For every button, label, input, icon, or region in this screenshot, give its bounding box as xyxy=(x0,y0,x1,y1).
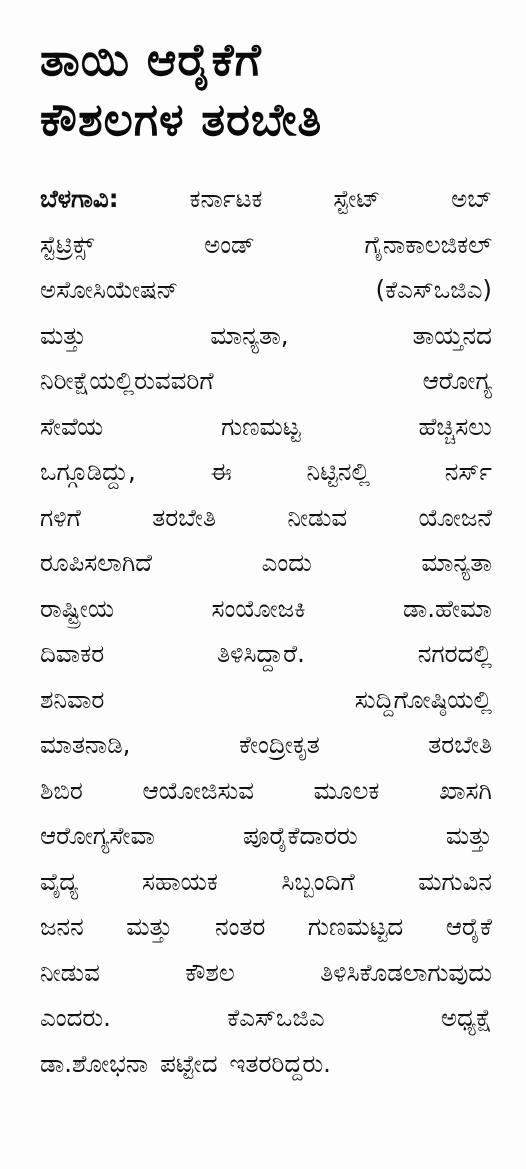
word: ನೀಡುವ xyxy=(40,957,100,987)
word: ಕರ್ನಾಟಕ xyxy=(189,184,263,213)
word: ನಿಟ್ಟಿನಲ್ಲಿ xyxy=(306,457,371,486)
word: ಮತ್ತು xyxy=(445,821,492,850)
body-line xyxy=(40,313,492,359)
word: ಈ xyxy=(210,457,232,486)
body-line xyxy=(40,631,492,677)
word: ಹೆಚ್ಚಿಸಲು xyxy=(418,411,492,441)
headline-line-2: ಕೌಶಲಗಳ ತರಬೇತಿ xyxy=(40,93,323,146)
body-line xyxy=(40,768,492,814)
word: ಮತ್ತು xyxy=(126,912,173,941)
word: ಡಾ.ಶೋಭನಾ xyxy=(40,1048,149,1078)
word: ಕೇಂದ್ರೀಕೃತ xyxy=(238,730,320,759)
word: ಮಾತನಾಡಿ, xyxy=(40,730,131,759)
word: ಆರೋಗ್ಯ xyxy=(422,366,492,395)
body-line xyxy=(40,495,492,541)
word: ಗುಣಮಟ್ಟದ xyxy=(307,912,404,941)
body-line xyxy=(40,267,492,313)
word: ಎಂದರು. xyxy=(40,1003,111,1032)
word: ಸ್ಟೆಟ್ರಿಕ್ಸ್ xyxy=(40,229,95,259)
word: ಡಾ.ಹೇಮಾ xyxy=(402,593,492,623)
word: ಸಿಬ್ಬಂದಿಗೆ xyxy=(281,866,355,896)
word: ಖಾಸಗಿ xyxy=(439,775,492,805)
word: ಮಾನ್ಯತಾ xyxy=(421,548,492,577)
word: ಸೇವೆಯ xyxy=(40,411,104,441)
word: ತಿಳಿಸಿದ್ದಾರೆ. xyxy=(217,639,305,668)
word: ಆರೈಕೆ xyxy=(445,912,492,941)
body-line xyxy=(40,904,492,950)
word: ಆಯೋಜಿಸುವ xyxy=(142,775,254,805)
body-line xyxy=(40,859,492,905)
dateline: ಬೆಳಗಾವಿ: xyxy=(40,184,119,213)
body-line xyxy=(40,449,492,495)
word: ಶಿಬಿರ xyxy=(40,775,83,805)
word: ಸಂಯೋಜಕಿ xyxy=(211,593,306,623)
word: ರಾಷ್ಟ್ರೀಯ xyxy=(40,593,115,623)
body-line xyxy=(40,404,492,450)
word: ಕೆಎಸ್‌ಒಜಿಎ xyxy=(227,1003,325,1032)
word: ನರ್ಸ್ xyxy=(444,457,492,486)
word: ನೀಡುವ xyxy=(287,502,348,532)
word: ಮೂಲಕ xyxy=(313,775,380,805)
word: ನಗರದಲ್ಲಿ xyxy=(417,639,492,668)
word: ಆರೋಗ್ಯಸೇವಾ xyxy=(40,821,155,850)
word: ದಿವಾಕರ xyxy=(40,639,105,668)
article-body xyxy=(40,176,492,1086)
word: ಜನನ xyxy=(40,912,84,941)
word: ಶನಿವಾರ xyxy=(40,684,105,714)
word: ಅಬ್ xyxy=(451,184,492,213)
word: ವೈದ್ಯ xyxy=(40,866,79,896)
body-line xyxy=(40,222,492,268)
word: ಗುಣಮಟ್ಟ xyxy=(221,411,301,441)
word: ತರಬೇತಿ xyxy=(428,730,492,759)
word: ಎಂದು xyxy=(261,548,312,577)
word: ಪಟ್ಟೇದ xyxy=(160,1048,218,1078)
body-line xyxy=(40,995,492,1041)
word: ತಾಯ್ತನದ xyxy=(412,320,492,350)
word: (ಕೆಎಸ್‌ಒಜಿಎ) xyxy=(375,275,492,304)
body-line xyxy=(40,176,492,222)
word: ನಂತರ xyxy=(214,912,266,941)
word: ಗಳಿಗೆ xyxy=(40,502,81,532)
body-line xyxy=(40,722,492,768)
word: ಸುದ್ದಿಗೋಷ್ಠಿಯಲ್ಲಿ xyxy=(354,684,492,714)
body-line xyxy=(40,950,492,996)
word: ಮಾನ್ಯತಾ, xyxy=(210,320,289,350)
word: ಇತರರಿದ್ದರು. xyxy=(229,1048,331,1078)
body-line xyxy=(40,677,492,723)
word: ನಿರೀಕ್ಷೆಯಲ್ಲಿರುವವರಿಗೆ xyxy=(40,366,214,395)
word: ಸಹಾಯಕ xyxy=(141,866,218,896)
body-line xyxy=(40,1041,492,1087)
word: ಕೌಶಲ xyxy=(185,957,235,987)
word: ಪೂರೈಕೆದಾರರು xyxy=(243,821,358,850)
word: ಮತ್ತು xyxy=(40,320,87,350)
word: ತರಬೇತಿ xyxy=(152,502,216,532)
word: ಒಗ್ಗೂಡಿದ್ದು, xyxy=(40,457,136,486)
word: ಮಗುವಿನ xyxy=(418,866,492,896)
word: ಗೈನಾಕಾಲಜಿಕಲ್ xyxy=(364,229,492,259)
headline xyxy=(40,30,500,150)
word: ಅಸೋಸಿಯೇಷನ್ xyxy=(40,275,179,304)
body-line xyxy=(40,813,492,859)
word: ಸ್ಟೇಟ್ xyxy=(333,184,381,213)
headline-line-1: ತಾಯಿ ಆರೈಕೆಗೆ xyxy=(40,33,262,86)
word: ರೂಪಿಸಲಾಗಿದೆ xyxy=(40,548,153,577)
word: ಅಂಡ್ xyxy=(204,229,255,259)
body-line xyxy=(40,358,492,404)
word: ತಿಳಿಸಿಕೊಡಲಾಗುವುದು xyxy=(320,957,492,987)
body-line xyxy=(40,540,492,586)
word: ಯೋಜನೆ xyxy=(418,502,492,532)
word: ಅಧ್ಯಕ್ಷೆ xyxy=(440,1003,492,1032)
body-line xyxy=(40,586,492,632)
